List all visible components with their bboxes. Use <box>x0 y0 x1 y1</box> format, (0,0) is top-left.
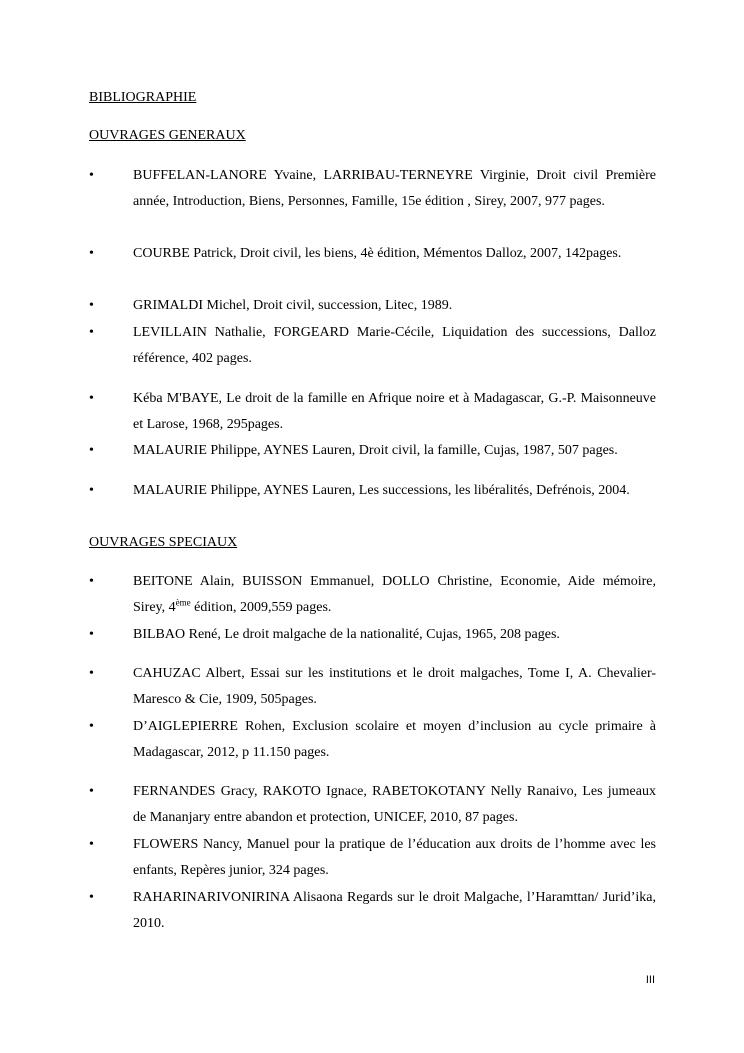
section-heading-special: OUVRAGES SPECIAUX <box>89 535 238 550</box>
list-item <box>89 320 656 372</box>
list-item <box>89 714 656 766</box>
edition-superscript: ème <box>175 597 191 608</box>
bullet-icon: • <box>89 719 94 734</box>
list-item <box>89 438 656 464</box>
entry-text-before: BEITONE Alain, BUISSON Emmanuel, DOLLO Christine, Economie, Aide mémoire, Sirey, 4 <box>133 574 656 615</box>
bibliography-entry: BILBAO René, Le droit malgache de la nationalité, Cujas, 1965, 208 pages. <box>133 627 560 642</box>
list-item <box>89 478 656 504</box>
bibliography-entry: CAHUZAC Albert, Essai sur les institutions et le droit malgaches, Tome I, A. Chevalier-Maresco & Cie, 1909, 505pages. <box>133 666 656 707</box>
section-heading-general: OUVRAGES GENERAUX <box>89 128 246 143</box>
bullet-icon: • <box>89 298 94 313</box>
bullet-icon: • <box>89 168 94 183</box>
bullet-icon: • <box>89 391 94 406</box>
bullet-icon: • <box>89 483 94 498</box>
list-item <box>89 622 656 648</box>
list-item <box>89 163 656 215</box>
page-number: III <box>645 974 655 986</box>
bibliography-entry: FLOWERS Nancy, Manuel pour la pratique de l’éducation aux droits de l’homme avec les enfants, Repères junior, 324 pages. <box>133 837 656 878</box>
list-item <box>89 241 656 267</box>
list-item <box>89 832 656 884</box>
list-item <box>89 386 656 438</box>
bibliography-entry: Kéba M'BAYE, Le droit de la famille en Afrique noire et à Madagascar, G.-P. Maisonneuve et Larose, 1968, 295pages. <box>133 391 656 432</box>
bibliography-entry: COURBE Patrick, Droit civil, les biens, 4è édition, Mémentos Dalloz, 2007, 142pages. <box>133 246 622 261</box>
document-title: BIBLIOGRAPHIE <box>89 90 197 105</box>
entry-text-after: édition, 2009,559 pages. <box>190 600 332 615</box>
bullet-icon: • <box>89 784 94 799</box>
bullet-icon: • <box>89 627 94 642</box>
list-item <box>89 885 656 937</box>
bibliography-entry <box>133 569 656 621</box>
list-item <box>89 779 656 831</box>
bibliography-entry: BUFFELAN-LANORE Yvaine, LARRIBAU-TERNEYRE Virginie, Droit civil Première année, Introduction, Biens, Personnes, Famille, 15e édition , Sirey, 2007, 977 pages. <box>133 168 656 209</box>
bullet-icon: • <box>89 666 94 681</box>
bullet-icon: • <box>89 837 94 852</box>
bullet-icon: • <box>89 574 94 589</box>
bibliography-entry: GRIMALDI Michel, Droit civil, succession, Litec, 1989. <box>133 298 453 313</box>
bullet-icon: • <box>89 443 94 458</box>
bullet-icon: • <box>89 325 94 340</box>
bibliography-entry: MALAURIE Philippe, AYNES Lauren, Les successions, les libéralités, Defrénois, 2004. <box>133 483 630 498</box>
bibliography-entry: RAHARINARIVONIRINA Alisaona Regards sur le droit Malgache, l’Haramttan/ Jurid’ika, 2010. <box>133 890 656 931</box>
list-item <box>89 569 656 621</box>
bibliography-entry: FERNANDES Gracy, RAKOTO Ignace, RABETOKOTANY Nelly Ranaivo, Les jumeaux de Mananjary entre abandon et protection, UNICEF, 2010, 87 pages. <box>133 784 656 825</box>
bullet-icon: • <box>89 890 94 905</box>
bibliography-entry: LEVILLAIN Nathalie, FORGEARD Marie-Cécile, Liquidation des successions, Dalloz référence, 402 pages. <box>133 325 656 366</box>
bibliography-entry: D’AIGLEPIERRE Rohen, Exclusion scolaire et moyen d’inclusion au cycle primaire à Madagascar, 2012, p 11.150 pages. <box>133 719 656 760</box>
list-item <box>89 661 656 713</box>
bullet-icon: • <box>89 246 94 261</box>
bibliography-entry: MALAURIE Philippe, AYNES Lauren, Droit civil, la famille, Cujas, 1987, 507 pages. <box>133 443 618 458</box>
list-item <box>89 293 656 319</box>
